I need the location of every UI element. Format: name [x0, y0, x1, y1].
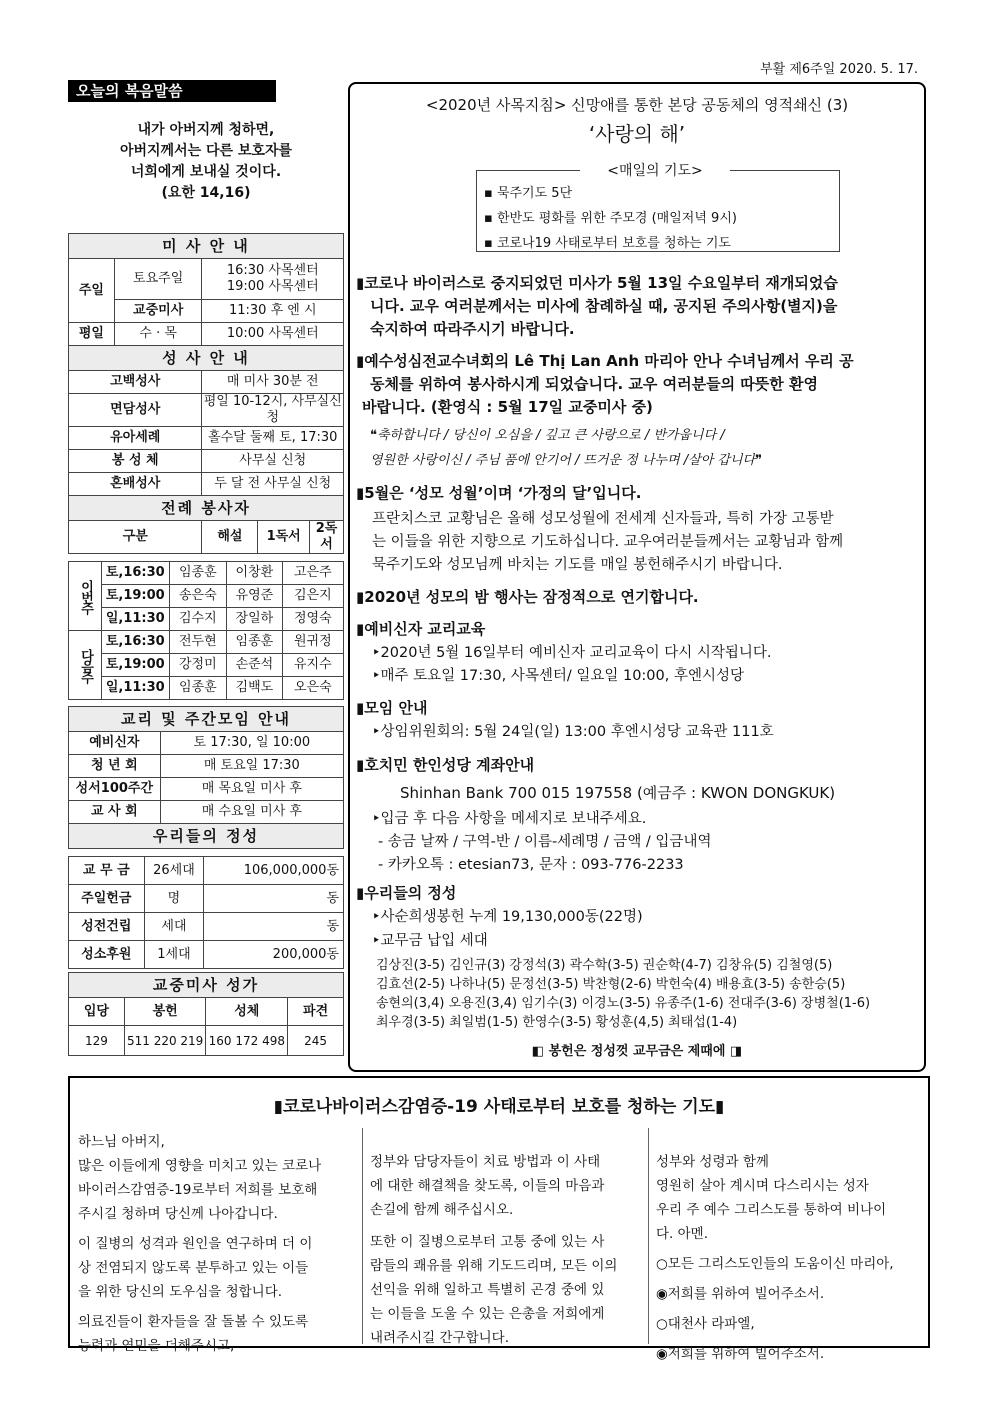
sacrament-name: 면담성사 [69, 394, 202, 427]
weekday-time: 10:00 사목센터 [202, 323, 344, 346]
study-name: 예비신자 [69, 732, 161, 755]
servers-head: 해설 [202, 521, 258, 554]
sacrament-info: 사무실 신청 [202, 450, 344, 473]
sat-label: 토요주일 [114, 259, 202, 300]
offering-amount: 106,000,000동 [204, 857, 344, 885]
server-time: 일,11:30 [102, 677, 170, 700]
col-divider [648, 1128, 649, 1344]
sat-time-2: 19:00 사목센터 [226, 279, 319, 294]
notice-line: ‣입금 후 다음 사항을 메세지로 보내주세요. [372, 811, 647, 827]
offering-house: 명 [144, 885, 204, 913]
stats-val: 160 172 498 [206, 1026, 288, 1056]
sacrament-title: 성 사 안 내 [69, 346, 344, 371]
prayer-line: 람들의 쾌유를 위해 기도드리며, 모든 이의 [370, 1258, 618, 1274]
offering-title: 우리들의 정성 [69, 824, 344, 849]
dues-households: ‣교무금 납입 세대 [372, 933, 488, 949]
study-info: 매 수요일 미사 후 [160, 801, 343, 824]
notice-line: 동체를 위하여 봉사하시게 되었습니다. 교우 여러분들의 따뜻한 환영 [370, 375, 818, 393]
sacrament-info: 매 미사 30분 전 [202, 371, 344, 394]
servers-head: 구분 [69, 521, 202, 554]
study-name: 청 년 회 [69, 755, 161, 778]
study-table [68, 706, 344, 849]
names-line: 김상진(3-5) 김인규(3) 강정석(3) 곽수학(3-5) 권순학(4-7) 김창유(5) 김철영(5) [376, 958, 833, 973]
mass-title: 미 사 안 내 [69, 234, 344, 259]
notice-line: ▮예수성심전교수녀회의 Lê Thị Lan Anh 마리아 안나 수녀님께서 우리 공 [356, 352, 854, 370]
prayer-line: ○대천사 라파엘, [656, 1316, 755, 1332]
sacrament-name: 봉 성 체 [69, 450, 202, 473]
weekday-label: 평일 [69, 323, 115, 346]
prayer-line: 다. 아멘. [656, 1226, 708, 1242]
offering-name: 성전건립 [69, 913, 145, 941]
notice-postponed: ▮2020년 성모의 밤 행사는 잠정적으로 연기합니다. [356, 588, 699, 606]
server-cell: 송은숙 [169, 585, 227, 608]
server-cell: 임종훈 [169, 562, 227, 585]
notice-line: - 카카오톡 : etesian73, 문자 : 093-776-2233 [378, 857, 684, 873]
server-cell: 이창환 [227, 562, 283, 585]
notice-line: - 송금 날짜 / 구역-반 / 이름-세례명 / 금액 / 입금내역 [378, 834, 712, 850]
notice-account: ▮호치민 한인성당 계좌안내 [356, 756, 535, 774]
notice-catechism: ▮예비신자 교리교육 [356, 620, 486, 638]
names-line: 김효선(2-5) 나하나(5) 문정선(3-5) 박찬형(2-6) 박헌숙(4) 배용효(3-5) 송한승(5) [376, 977, 846, 992]
prayer-line: 에 대한 해결책을 찾도록, 이들의 마음과 [370, 1178, 605, 1194]
notice-line: ‣매주 토요일 17:30, 사목센터/ 일요일 10:00, 후엔시성당 [372, 668, 745, 684]
study-info: 매 토요일 17:30 [160, 755, 343, 778]
gospel-line: 너희에게 보내실 것이다. [130, 164, 282, 180]
notice-line: 프란치스코 교황님은 올해 성모성월에 전세계 신자들과, 특히 가장 고통받 [372, 511, 834, 527]
catechism-body [372, 642, 772, 688]
account-body [372, 808, 711, 877]
prayer-line: ○모든 그리스도인들의 도움이신 마리아, [656, 1256, 894, 1272]
servers-table [68, 561, 344, 700]
notice-may-body [372, 508, 843, 577]
notice-line: ‣2020년 5월 16일부터 예비신자 교리교육이 다시 시작됩니다. [372, 645, 772, 661]
notice-sister [356, 350, 924, 419]
gospel-line: 내가 아버지께 청하면, [137, 122, 275, 138]
issue-date: 부활 제6주일 2020. 5. 17. [760, 62, 918, 77]
offering-name: 교 무 금 [69, 857, 145, 885]
gospel-text [68, 120, 344, 204]
offering-table [68, 856, 344, 969]
servers-title: 전례 봉사자 [69, 496, 344, 521]
server-cell: 전두현 [169, 631, 227, 654]
server-cell: 김수지 [169, 608, 227, 631]
names-line: 최우경(3-5) 최일범(1-5) 한영수(3-5) 황성훈(4,5) 최태섭(1-4) [376, 1015, 738, 1030]
prayer-line: 바이러스감염증-19로부터 저희를 보호해 [78, 1182, 318, 1198]
sat-time-1: 16:30 사목센터 [226, 263, 319, 278]
server-cell: 임종훈 [169, 677, 227, 700]
server-time: 토,16:30 [102, 631, 170, 654]
offering-house: 1세대 [144, 941, 204, 969]
prayer-title: ▮코로나바이러스감염증-19 사태로부터 보호를 청하는 기도▮ [273, 1097, 725, 1117]
notice-line: 는 이들을 위한 지향으로 기도하십니다. 교우여러분들께서는 교황님과 함께 [372, 534, 844, 550]
server-cell: 김백도 [227, 677, 283, 700]
offering-amount: 동 [204, 885, 344, 913]
offering-amount: 200,000동 [204, 941, 344, 969]
study-name: 교 사 회 [69, 801, 161, 824]
prayer-col-1 [78, 1130, 356, 1358]
study-info: 매 목요일 미사 후 [160, 778, 343, 801]
gospel-tag: 오늘의 복음말씀 [68, 80, 276, 102]
sacrament-info: 홀수달 둘째 토, 17:30 [202, 427, 344, 450]
stats-head: 성체 [206, 998, 288, 1026]
offering-house: 26세대 [144, 857, 204, 885]
prayer-col-2 [370, 1150, 644, 1350]
prayer-line: 는 이들을 도울 수 있는 은총을 저희에게 [370, 1306, 605, 1322]
kyo-label: 교중미사 [114, 300, 202, 323]
prayer-line: 이 질병의 성격과 원인을 연구하며 더 이 [78, 1236, 313, 1252]
notice-line: 바랍니다. (환영식 : 5월 17일 교중미사 중) [362, 398, 653, 416]
prayer-col-3 [656, 1150, 926, 1366]
prayer-line: 우리 주 예수 그리스도를 통하여 비나이 [656, 1202, 887, 1218]
prayer-line: 또한 이 질병으로부터 고통 중에 있는 사 [370, 1234, 605, 1250]
prayer-line: 손길에 함께 해주십시오. [370, 1202, 514, 1218]
sacrament-name: 혼배성사 [69, 473, 202, 496]
daily-item: ▪ 한반도 평화를 위한 주모경 (매일저녁 9시) [484, 211, 737, 226]
prayer-line: 성부와 성령과 함께 [656, 1154, 769, 1170]
prayer-line: 주시길 청하며 당신께 나아갑니다. [78, 1206, 278, 1222]
notice-title: <2020년 사목지침> 신망애를 통한 본당 공동체의 영적쇄신 (3) [425, 96, 849, 114]
offering-name: 주일헌금 [69, 885, 145, 913]
prayer-line: 을 위한 당신의 도우심을 청합니다. [78, 1284, 283, 1300]
prayer-line: 상 전염되지 않도록 분투하고 있는 이들 [78, 1260, 309, 1276]
daily-prayer-label: <매일의 기도> [580, 160, 730, 180]
bank-account: Shinhan Bank 700 015 197558 (예금주 : KWON DONGKUK) [400, 784, 836, 802]
server-time: 토,19:00 [102, 654, 170, 677]
this-week-label: 이번주 [69, 562, 102, 631]
prayer-line: 능력과 연민을 더해주시고, [78, 1338, 235, 1354]
gospel-line: (요한 14,16) [161, 185, 251, 201]
weekday-days: 수 · 목 [114, 323, 202, 346]
col-divider [362, 1128, 363, 1344]
stats-val: 511 220 219 [124, 1026, 206, 1056]
server-cell: 손준석 [227, 654, 283, 677]
welcome-verse: ❝축하합니다 / 당신이 오심을 / 깊고 큰 사랑으로 / 반가웁니다 / [370, 428, 725, 443]
welcome-verse: 영원한 사랑이신 / 주님 품에 안기어 / 뜨거운 정 나누며 /살아 갑니다❞ [370, 453, 763, 468]
mass-stats-title: 교중미사 성가 [69, 973, 344, 998]
prayer-line: 많은 이들에게 영향을 미치고 있는 코로나 [78, 1158, 322, 1174]
stats-head: 봉헌 [124, 998, 206, 1026]
server-cell: 고은주 [282, 562, 343, 585]
notice-mass-resume [356, 272, 924, 341]
gospel-line: 아버지께서는 다른 보호자를 [119, 143, 293, 159]
meeting-body: ‣상임위원회의: 5월 24일(일) 13:00 후엔시성당 교육관 111호 [372, 724, 774, 740]
prayer-line: 영원히 살아 계시며 다스리시는 성자 [656, 1178, 869, 1194]
offering-name: 성소후원 [69, 941, 145, 969]
sunday-label: 주일 [69, 259, 115, 323]
study-name: 성서100주간 [69, 778, 161, 801]
server-cell: 강정미 [169, 654, 227, 677]
sacrament-name: 고백성사 [69, 371, 202, 394]
prayer-line: 내려주시길 간구합니다. [370, 1330, 509, 1346]
info-table [68, 233, 344, 554]
servers-head: 2독서 [310, 521, 344, 554]
study-info: 토 17:30, 일 10:00 [160, 732, 343, 755]
sacrament-info: 평일 10-12시, 사무실신청 [203, 394, 342, 425]
stats-val: 129 [69, 1026, 125, 1056]
names-line: 송현의(3,4) 오용진(3,4) 임기수(3) 이경노(3-5) 유종주(1-6) 전대주(3-6) 장병철(1-6) [376, 996, 871, 1011]
sacrament-name: 유아세례 [69, 427, 202, 450]
servers-head: 1독서 [258, 521, 310, 554]
server-cell: 원귀정 [282, 631, 343, 654]
notice-subtitle: ‘사랑의 해’ [588, 122, 686, 146]
prayer-line: ◉저희를 위하여 빌어주소서. [656, 1286, 825, 1302]
dues-names [376, 956, 870, 1032]
notice-may: ▮5월은 ‘성모 성월’이며 ‘가정의 달’입니다. [356, 484, 642, 502]
server-cell: 김은지 [282, 585, 343, 608]
notice-line: 숙지하여 따라주시기 바랍니다. [370, 320, 575, 338]
server-cell: 임종훈 [227, 631, 283, 654]
notice-offering: ▮우리들의 정성 [356, 884, 457, 902]
notice-line: 니다. 교우 여러분께서는 미사에 참례하실 때, 공지된 주의사항(별지)을 [370, 297, 838, 315]
stats-head: 입당 [69, 998, 125, 1026]
stats-head: 파견 [288, 998, 344, 1026]
prayer-line: 정부와 담당자들이 치료 방법과 이 사태 [370, 1154, 601, 1170]
server-time: 토,16:30 [102, 562, 170, 585]
prayer-line: 의료진들이 환자들을 잘 돌볼 수 있도록 [78, 1314, 309, 1330]
kyo-time: 11:30 후 엔 시 [202, 300, 344, 323]
prayer-line: ◉저희를 위하여 빌어주소서. [656, 1346, 825, 1362]
notice-line: 묵주기도와 성모님께 바치는 기도를 매일 봉헌해주시기 바랍니다. [372, 557, 783, 573]
notice-line: ▮코로나 바이러스로 중지되었던 미사가 5월 13일 수요일부터 재개되었습 [356, 274, 838, 292]
server-time: 일,11:30 [102, 608, 170, 631]
server-time: 토,19:00 [102, 585, 170, 608]
prayer-line: 하느님 아버지, [78, 1134, 165, 1150]
prayer-line: 선익을 위해 일하고 특별히 곤경 중에 있 [370, 1282, 605, 1298]
offering-amount: 동 [204, 913, 344, 941]
server-cell: 유영준 [227, 585, 283, 608]
lent-offering: ‣사순희생봉헌 누계 19,130,000동(22명) [372, 909, 643, 925]
stats-val: 245 [288, 1026, 344, 1056]
server-cell: 오은숙 [282, 677, 343, 700]
server-cell: 유지수 [282, 654, 343, 677]
offering-house: 세대 [144, 913, 204, 941]
server-cell: 정영숙 [282, 608, 343, 631]
study-title: 교리 및 주간모임 안내 [69, 707, 344, 732]
daily-item: ▪ 코로나19 사태로부터 보호를 청하는 기도 [484, 236, 731, 251]
mass-stats-table [68, 972, 344, 1056]
notice-meeting: ▮모임 안내 [356, 699, 428, 717]
sacrament-info: 두 달 전 사무실 신청 [202, 473, 344, 496]
daily-item: ▪ 묵주기도 5단 [484, 186, 573, 201]
next-week-label: 다음주 [69, 631, 102, 700]
offering-endnote: ◧ 봉헌은 정성껏 교무금은 제때에 ◨ [531, 1044, 743, 1059]
server-cell: 장일하 [227, 608, 283, 631]
